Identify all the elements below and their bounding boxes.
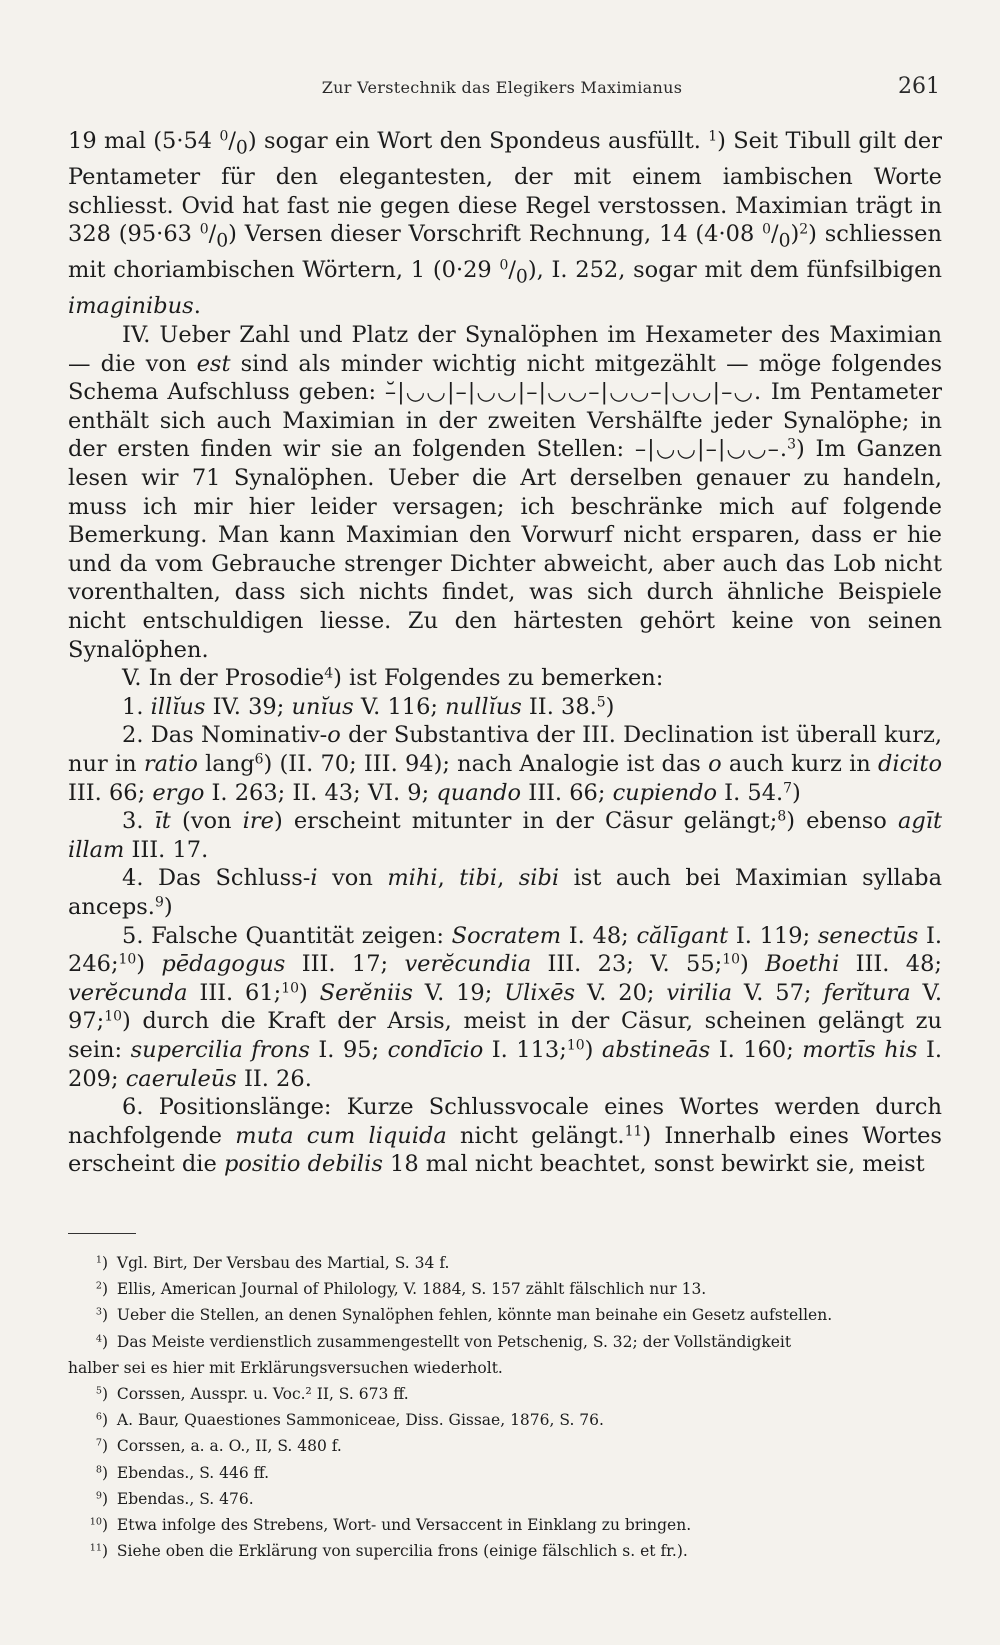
footnote: [68, 1433, 942, 1459]
body-paragraph: 1. illĭus IV. 39; unĭus V. 116; nullĭus II. 38.$^5$): [122, 693, 615, 720]
footnote-mark: $^9$): [95, 1489, 108, 1508]
running-title: Zur Verstechnik das Elegikers Maximianus: [321, 78, 683, 97]
footnote: [68, 1276, 942, 1302]
footnote-mark: $^6$): [95, 1411, 108, 1430]
footnote-text: Corssen, Ausspr. u. Voc.² II, S. 673 ff.: [112, 1385, 409, 1404]
footnote-text: A. Baur, Quaestiones Sammoniceae, Diss. Gissae, 1876, S. 76.: [112, 1411, 604, 1430]
footnote: [68, 1250, 942, 1276]
body-paragraph: 19 mal (5·54 $^0/_0$) sogar ein Wort den Spondeus ausfüllt. $^1$) Seit Tibull gilt der Pentameter für den elegantesten, der mit einem iambischen Worte schliesst. Ovid hat fast nie gegen diese Regel verstossen. Maximian trägt in 328 (95·63 $^0/_0$) Versen dieser Vorschrift Rechnung, 14 (4·08 $^0/_0)^2$) schliessen mit choriambischen Wörtern, 1 (0·29 $^0/_0$), I. 252, sogar mit dem fünfsilbigen imaginibus.: [68, 128, 942, 320]
body-paragraph: 5. Falsche Quantität zeigen: Socratem I. 48; călīgant I. 119; senectūs I. 246;$^{10}$) pēdagogus III. 17; verĕcundia III. 23; V. 55;$^{10}$) Boethi III. 48; verĕcunda III. 61;$^{10}$) Serĕniis V. 19; Ulixēs V. 20; virilia V. 57; ferĭtura V. 97;$^{10}$) durch die Kraft der Arsis, meist in der Cäsur, scheinen gelängt zu sein: supercilia frons I. 95; condīcio I. 113;$^{10}$) abstineās I. 160; mortīs his I. 209; caeruleūs II. 26.: [68, 922, 942, 1092]
footnote-mark: $^2$): [95, 1280, 108, 1299]
footnote-mark: $^{11}$): [89, 1542, 108, 1561]
footnote-text: Ebendas., S. 476.: [112, 1489, 254, 1508]
footnote-mark: $^5$): [95, 1385, 108, 1404]
footnote-mark: $^8$): [95, 1463, 108, 1482]
body-paragraph: 2. Das Nominativ-o der Substantiva der III. Declination ist überall kurz, nur in ratio lang$^6$) (II. 70; III. 94); nach Analogie ist das o auch kurz in dicito III. 66; ergo I. 263; II. 43; VI. 9; quando III. 66; cupiendo I. 54.$^7$): [68, 722, 942, 806]
main-text: [68, 127, 942, 1179]
running-header: [64, 68, 940, 100]
footnote: [68, 1486, 942, 1512]
footnote: [68, 1381, 942, 1407]
footnote: [68, 1538, 942, 1564]
footnote: [68, 1460, 942, 1486]
footnote-text: Das Meiste verdienstlich zusammengestellt von Petschenig, S. 32; der Vollständigkeit: [112, 1332, 792, 1351]
footnote: [68, 1512, 942, 1538]
footnote-text: Ueber die Stellen, an denen Synalöphen fehlen, könnte man beinahe ein Gesetz aufstellen.: [112, 1306, 833, 1325]
footnotes: [68, 1250, 942, 1564]
footnote-mark: $^{10}$): [89, 1516, 108, 1535]
body-paragraph: 6. Positionslänge: Kurze Schlussvocale eines Wortes werden durch nachfolgende muta cum liquida nicht gelängt.$^{11}$) Innerhalb eines Wortes erscheint die positio debilis 18 mal nicht beachtet, sonst bewirkt sie, meist: [68, 1094, 942, 1178]
footnote-mark: $^7$): [95, 1437, 108, 1456]
body-paragraph: 4. Das Schluss-i von mihi, tibi, sibi ist auch bei Maximian syllaba anceps.$^9$): [68, 865, 942, 920]
footnote-text: Ellis, American Journal of Philology, V. 1884, S. 157 zählt fälschlich nur 13.: [112, 1280, 707, 1299]
footnote-text: Vgl. Birt, Der Versbau des Martial, S. 34 f.: [112, 1254, 450, 1272]
body-paragraph: 3. īt (von ire) erscheint mitunter in der Cäsur gelängt;$^8$) ebenso agīt illam III. 17.: [68, 808, 942, 863]
footnote-rule: [68, 1233, 136, 1234]
footnote-mark: $^4$): [95, 1332, 108, 1351]
footnote: [68, 1329, 942, 1355]
body-paragraph: V. In der Prosodie$^4$) ist Folgendes zu bemerken:: [122, 665, 664, 692]
footnote-mark: $^3$): [95, 1306, 108, 1325]
footnote-mark: $^1$): [95, 1254, 108, 1272]
footnote-continuation: halber sei es hier mit Erklärungsversuchen wiederholt.: [68, 1358, 503, 1377]
body-paragraph: IV. Ueber Zahl und Platz der Synalöphen im Hexameter des Maximian — die von est sind als minder wichtig nicht mitgezählt — möge folgendes Schema Aufschluss geben: –̆|◡◡|–|◡◡|–|◡◡–|◡◡–|◡◡|–◡. Im Pentameter enthält sich auch Maximian in der zweiten Vershälfte jeder Synalöphe; in der ersten finden wir sie an folgenden Stellen: –|◡◡|–|◡◡–.$^3$) Im Ganzen lesen wir 71 Synalöphen. Ueber die Art derselben genauer zu handeln, muss ich mir hier leider versagen; ich beschränke mich auf folgende Bemerkung. Man kann Maximian den Vorwurf nicht ersparen, dass er hie und da vom Gebrauche strenger Dichter abweicht, aber auch das Lob nicht vorenthalten, dass sich nichts findet, was sich durch ähnliche Beispiele nicht entschuldigen liesse. Zu den härtesten gehört keine von seinen Synalöphen.: [68, 322, 942, 663]
footnote: [68, 1302, 942, 1328]
footnote-text: Etwa infolge des Strebens, Wort- und Versaccent in Einklang zu bringen.: [112, 1516, 692, 1535]
page-number: 261: [898, 74, 940, 99]
footnote-text: Corssen, a. a. O., II, S. 480 f.: [112, 1437, 342, 1456]
footnote-text: Ebendas., S. 446 ff.: [112, 1463, 270, 1482]
footnote-text: Siehe oben die Erklärung von supercilia frons (einige fälschlich s. et fr.).: [112, 1542, 688, 1561]
footnote: [68, 1407, 942, 1433]
